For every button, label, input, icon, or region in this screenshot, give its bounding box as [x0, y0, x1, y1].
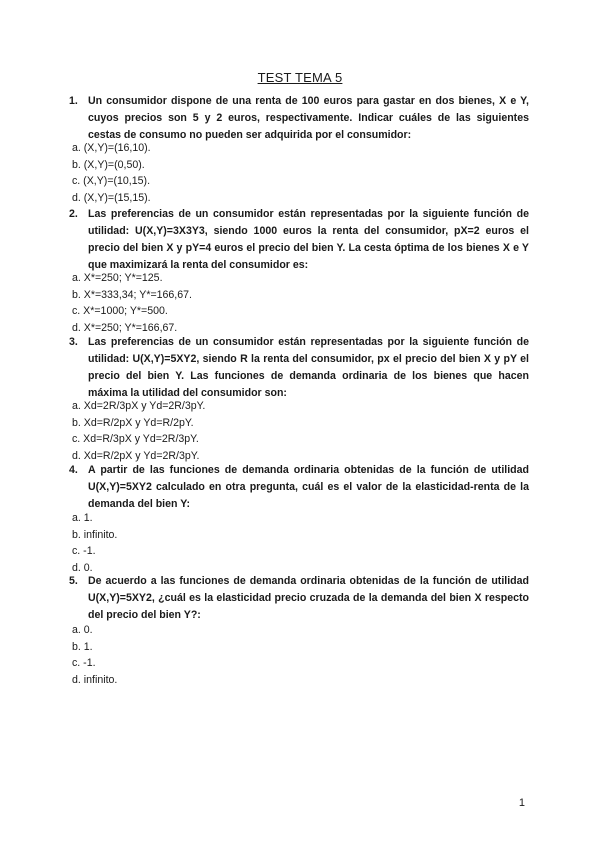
question-2-options — [72, 270, 192, 336]
question-5 — [69, 573, 529, 624]
option-b: b. 1. — [72, 640, 93, 653]
question-1-options — [72, 140, 151, 206]
question-3-options — [72, 398, 205, 464]
question-number: 2. — [69, 208, 78, 220]
option-c: c. Xd=R/3pX y Yd=2R/3pY. — [72, 433, 199, 445]
page-title: TEST TEMA 5 — [257, 70, 343, 85]
option-b: b. (X,Y)=(0,50). — [72, 158, 145, 171]
option-a: a. (X,Y)=(16,10). — [72, 142, 151, 154]
option-b: b. Xd=R/2pX y Yd=R/2pY. — [72, 416, 194, 429]
question-4-options — [72, 510, 117, 576]
question-text: Un consumidor dispone de una renta de 100 euros para gastar en dos bienes, X e Y, cuyos precios son 5 y 2 euros, respectivamente. Indicar cuáles de las siguientes cestas de consumo no pueden ser adquirida por el consumidor: — [88, 95, 529, 141]
question-text: Las preferencias de un consumidor están representadas por la siguiente función de utilidad: U(X,Y)=3X3Y3, siendo 1000 euros la renta del consumidor, pX=2 euros el precio del bien X y pY=4 euros el precio del bien Y. La cesta óptima de los bienes X e Y que maximizará la renta del consumidor es: — [88, 208, 529, 271]
option-d: d. X*=250; Y*=166,67. — [72, 321, 178, 334]
question-text: Las preferencias de un consumidor están representadas por la siguiente función de utilidad: U(X,Y)=5XY2, siendo R la renta del consumidor, px el precio del bien X y pY el precio del bien Y. Las funciones de demanda ordinaria de los bienes que hacen máxima la utilidad del consumidor son: — [88, 336, 529, 399]
option-a: a. X*=250; Y*=125. — [72, 272, 163, 284]
option-d: d. Xd=R/2pX y Yd=2R/3pY. — [72, 449, 200, 462]
option-a: a. 1. — [72, 512, 93, 524]
option-c: c. X*=1000; Y*=500. — [72, 305, 168, 317]
option-a: a. Xd=2R/3pX y Yd=2R/3pY. — [72, 400, 206, 412]
option-d: d. (X,Y)=(15,15). — [72, 191, 151, 204]
question-2 — [69, 206, 529, 274]
question-number: 3. — [69, 336, 78, 348]
question-text: A partir de las funciones de demanda ordinaria obtenidas de la función de utilidad U(X,Y)=5XY2 calculado en otra pregunta, cuál es el valor de la elasticidad-renta de la demanda del bien Y: — [88, 464, 529, 510]
question-text: De acuerdo a las funciones de demanda ordinaria obtenidas de la función de utilidad U(X,Y)=5XY2, ¿cuál es la elasticidad precio cruzada de la demanda del bien X respecto del precio del bien Y?: — [88, 575, 529, 621]
option-d: d. 0. — [72, 561, 93, 574]
option-d: d. infinito. — [72, 673, 118, 686]
option-b: b. infinito. — [72, 528, 118, 541]
question-5-options — [72, 622, 117, 688]
question-number: 1. — [69, 95, 78, 107]
option-a: a. 0. — [72, 624, 93, 636]
question-1 — [69, 93, 529, 144]
question-number: 4. — [69, 464, 78, 476]
option-b: b. X*=333,34; Y*=166,67. — [72, 288, 192, 301]
page-number: 1 — [518, 797, 525, 809]
question-3 — [69, 334, 529, 402]
question-4 — [69, 462, 529, 513]
option-c: c. (X,Y)=(10,15). — [72, 175, 151, 187]
option-c: c. -1. — [72, 657, 96, 669]
question-number: 5. — [69, 575, 78, 587]
option-c: c. -1. — [72, 545, 96, 557]
